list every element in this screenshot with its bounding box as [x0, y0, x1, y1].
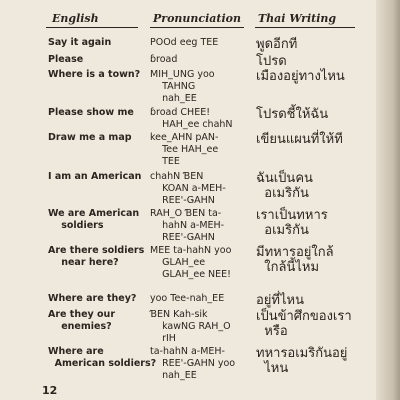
- english-text: Are they our enemies?: [48, 309, 116, 332]
- pronunciation-text: kee_AHN pAN- Tee HAH_ee TEE: [150, 132, 219, 167]
- header-pronunciation: Pronunciation: [153, 12, 241, 25]
- header-english: English: [52, 12, 99, 25]
- thai-text: เมืองอยู่ทางไหน: [256, 69, 345, 84]
- english-text: Draw me a map: [48, 132, 132, 143]
- thai-text: เป็นข้าศึกของเรา หรือ: [256, 309, 352, 339]
- english-text: Where are American soldiers?: [48, 346, 157, 369]
- column-header: [0, 10, 400, 30]
- page-number: 12: [42, 384, 58, 397]
- english-text: Where are they?: [48, 293, 137, 304]
- pronunciation-text: ta-hahN a-MEH- REE'-ǤAHN yoo nah_EE: [150, 346, 236, 381]
- pronunciation-text: yoo Tee-nah_EE: [150, 293, 225, 304]
- pronunciation-text: ƁEN Kah-sik kawNG RAH_O rIH: [150, 309, 231, 344]
- english-text: I am an American: [48, 171, 142, 182]
- english-text: Please: [48, 54, 84, 65]
- thai-text: เขียนแผนที่ให้ที: [256, 132, 343, 147]
- thai-text: ฉันเป็นคน อเมริกัน: [256, 171, 313, 201]
- pronunciation-text: MEE ta-hahN yoo ǤLAH_ee ǤLAH_ee NEE!: [150, 245, 232, 280]
- english-text: We are American soldiers: [48, 208, 140, 231]
- english-text: Are there soldiers near here?: [48, 245, 145, 268]
- header-rule-thai: [255, 27, 355, 28]
- pronunciation-text: chahN ƁEN KOAN a-MEH- REE'-ǤAHN: [150, 171, 226, 206]
- thai-text: โปรด: [256, 54, 287, 69]
- thai-text: พูดอีกที: [256, 37, 298, 52]
- thai-text: อยู่ที่ไหน: [256, 293, 304, 308]
- pronunciation-text: MIH_UNG yoo TAHNG nah_EE: [150, 69, 215, 104]
- thai-text: มีทหารอยู่ใกล้ ใกล้นี้ไหม: [256, 245, 334, 275]
- english-text: Where is a town?: [48, 69, 141, 80]
- header-rule-english: [46, 27, 138, 28]
- thai-text: เราเป็นทหาร อเมริกัน: [256, 208, 328, 238]
- english-text: Say it again: [48, 37, 112, 48]
- thai-text: โปรดชี้ให้ฉัน: [256, 107, 329, 122]
- pronunciation-text: RAH_O ƁEN ta- hahN a-MEH- REE'-ǤAHN: [150, 208, 225, 243]
- pronunciation-text: POOd eeg TEE: [150, 37, 219, 48]
- header-rule-pronunciation: [150, 27, 244, 28]
- english-text: Please show me: [48, 107, 134, 118]
- page-edge: [376, 0, 400, 400]
- thai-text: ทหารอเมริกันอยู่ ไหน: [256, 346, 348, 376]
- header-thai: Thai Writing: [258, 12, 337, 25]
- pronunciation-text: ɓroad: [150, 54, 178, 65]
- pronunciation-text: ɓroad CHEE! HAH_ee chahN: [150, 107, 233, 130]
